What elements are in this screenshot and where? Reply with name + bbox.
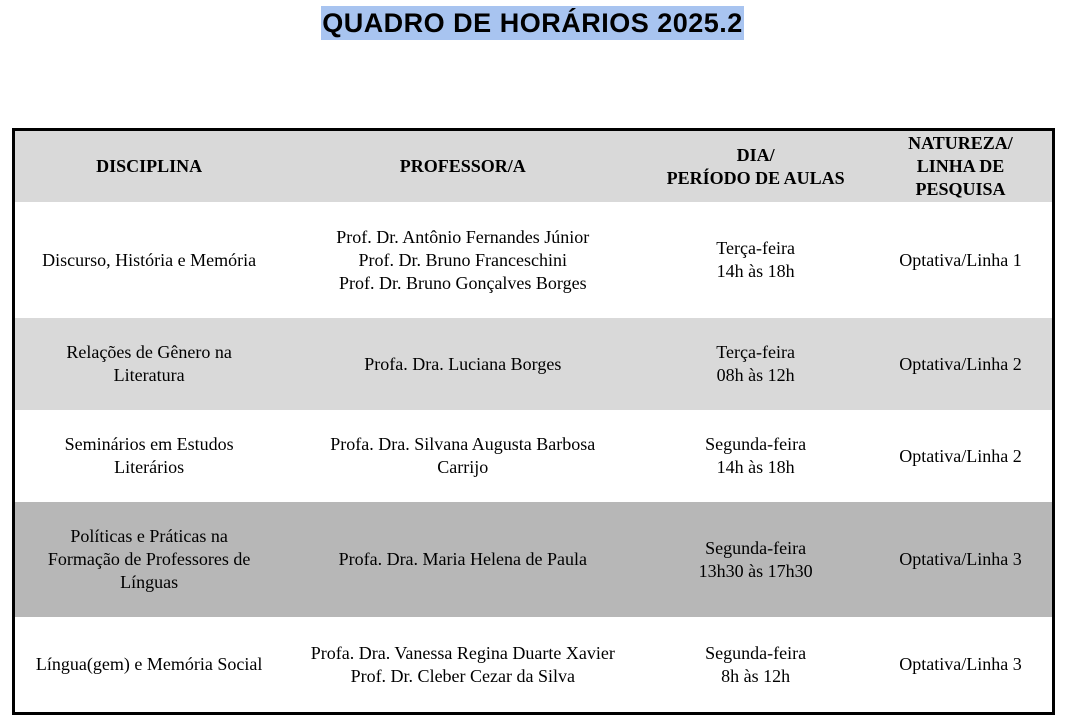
cell-disciplina (14, 318, 284, 410)
schedule-table (12, 128, 1055, 715)
table-row (14, 617, 1054, 714)
cell-dia-periodo (642, 202, 869, 318)
cell-line: Prof. Dr. Antônio Fernandes Júnior (336, 226, 590, 247)
table-row (14, 202, 1054, 318)
cell-line: 13h30 às 17h30 (698, 560, 813, 581)
cell-disciplina (14, 502, 284, 617)
page-title: QUADRO DE HORÁRIOS 2025.2 (322, 8, 743, 38)
cell-natureza-linha (869, 318, 1054, 410)
cell-dia-periodo (642, 617, 869, 714)
cell-line: Terça-feira (716, 342, 795, 362)
header-professor (283, 130, 642, 203)
cell-line: Optativa/Linha 2 (899, 353, 1022, 374)
cell-line: Optativa/Linha 1 (899, 249, 1022, 270)
cell-natureza-linha (869, 502, 1054, 617)
cell-line: Terça-feira (716, 238, 795, 258)
cell-line: Políticas e Práticas na (70, 526, 228, 546)
cell-natureza-linha (869, 202, 1054, 318)
header-natureza-linha (869, 130, 1054, 203)
cell-line: PESQUISA (915, 179, 1006, 199)
cell-line: Seminários em Estudos (64, 434, 234, 454)
cell-professor (283, 410, 642, 502)
cell-line: Profa. Dra. Maria Helena de Paula (338, 549, 587, 569)
cell-line: LINHA DE (916, 156, 1005, 176)
cell-disciplina (14, 617, 284, 714)
cell-line: Literários (114, 457, 185, 477)
table-row (14, 318, 1054, 410)
cell-line: PERÍODO DE AULAS (666, 167, 845, 188)
cell-line: Profa. Dra. Luciana Borges (364, 353, 562, 374)
cell-line: Optativa/Linha 3 (899, 654, 1022, 674)
cell-line: Optativa/Linha 3 (899, 549, 1022, 569)
cell-line: Segunda-feira (705, 642, 807, 663)
cell-line: Segunda-feira (705, 537, 807, 558)
cell-dia-periodo (642, 318, 869, 410)
table-row (14, 502, 1054, 617)
cell-line: Línguas (120, 572, 179, 592)
cell-dia-periodo (642, 502, 869, 617)
cell-line: Prof. Dr. Bruno Franceschini (358, 249, 568, 270)
cell-line: 14h às 18h (716, 457, 795, 477)
cell-natureza-linha (869, 410, 1054, 502)
cell-natureza-linha (869, 617, 1054, 714)
cell-professor (283, 502, 642, 617)
cell-line: 14h às 18h (716, 261, 795, 281)
cell-line: PROFESSOR/A (399, 156, 526, 176)
title-container (0, 6, 1065, 40)
cell-line: NATUREZA/ (908, 133, 1013, 153)
cell-line: Prof. Dr. Cleber Cezar da Silva (350, 665, 575, 686)
table-row (14, 410, 1054, 502)
cell-line: Segunda-feira (705, 434, 807, 454)
cell-line: 8h às 12h (721, 665, 791, 686)
cell-line: Relações de Gênero na (66, 342, 232, 362)
cell-line: Carrijo (437, 457, 489, 477)
cell-line: DISCIPLINA (96, 156, 203, 176)
cell-disciplina (14, 410, 284, 502)
cell-line: 08h às 12h (716, 365, 795, 385)
cell-line: Profa. Dra. Silvana Augusta Barbosa (330, 434, 596, 454)
cell-line: DIA/ (736, 144, 775, 165)
header-dia-periodo (642, 130, 869, 203)
cell-professor (283, 318, 642, 410)
cell-dia-periodo (642, 410, 869, 502)
cell-professor (283, 617, 642, 714)
cell-line: Prof. Dr. Bruno Gonçalves Borges (338, 272, 587, 293)
header-row (14, 130, 1054, 203)
cell-disciplina (14, 202, 284, 318)
cell-line: Profa. Dra. Vanessa Regina Duarte Xavier (310, 642, 615, 663)
cell-line: Discurso, História e Memória (42, 249, 257, 270)
cell-line: Formação de Professores de (47, 549, 251, 569)
cell-professor (283, 202, 642, 318)
cell-line: Optativa/Linha 2 (899, 445, 1022, 466)
cell-line: Língua(gem) e Memória Social (35, 654, 263, 674)
cell-line: Literatura (113, 365, 185, 385)
header-disciplina (14, 130, 284, 203)
